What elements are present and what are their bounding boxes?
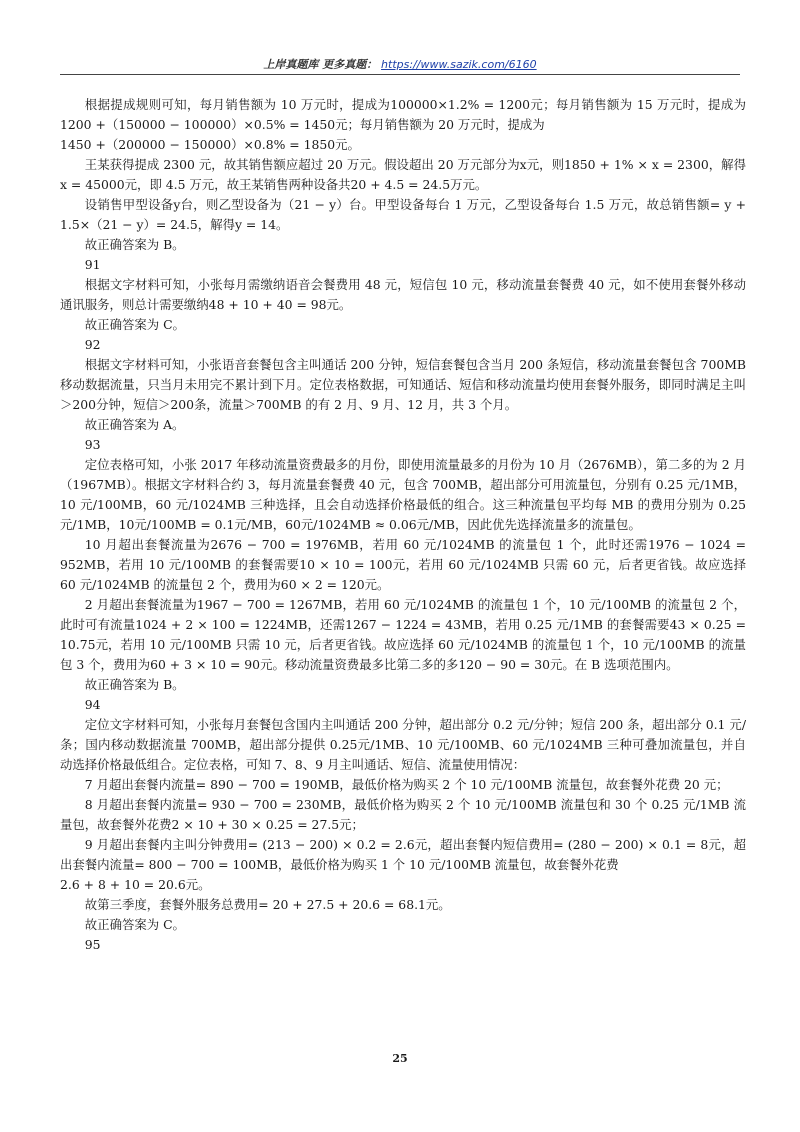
paragraph: 设销售甲型设备y台，则乙型设备为（21 − y）台。甲型设备每台 1 万元，乙型设备每台 1.5 万元，故总销售额= y + 1.5×（21 − y）= 24.5，解得y = 14。 [60, 197, 746, 232]
answer-line: 故正确答案为 C。 [84, 917, 185, 932]
solution-text [60, 95, 746, 955]
paragraph: 根据文字材料可知，小张语音套餐包含主叫通话 200 分钟，短信套餐包含当月 200 条短信，移动流量套餐包含 700MB 移动数据流量，只当月未用完不累计到下月。定位表格数据，可知通话、短信和移动流量均使用套餐外服务，即同时满足主叫＞200分钟，短信＞200条，流量＞700MB 的有 2 月、9 月、12 月，共 3 个月。 [60, 357, 746, 412]
paragraph: 王某获得提成 2300 元，故其销售额应超过 20 万元。假设超出 20 万元部分为x元，则1850 + 1% × x = 2300，解得x = 45000元，即 4.5 万元，故王某销售两种设备共20 + 4.5 = 24.5万元。 [60, 157, 746, 192]
paragraph: 8 月超出套餐内流量= 930 − 700 = 230MB，最低价格为购买 2 个 10 元/100MB 流量包和 30 个 0.25 元/1MB 流量包，故套餐外花费2 × 10 + 30 × 0.25 = 27.5元； [60, 797, 746, 832]
paragraph: 根据提成规则可知，每月销售额为 10 万元时，提成为100000×1.2% = 1200元；每月销售额为 15 万元时，提成为1200 +（150000 − 100000）×0.5% = 1450元；每月销售额为 20 万元时，提成为 [60, 97, 746, 132]
paragraph: 故第三季度，套餐外服务总费用= 20 + 27.5 + 20.6 = 68.1元。 [84, 897, 451, 912]
question-number: 94 [84, 697, 101, 712]
answer-line: 故正确答案为 C。 [84, 317, 185, 332]
paragraph: 2 月超出套餐流量为1967 − 700 = 1267MB，若用 60 元/1024MB 的流量包 1 个，10 元/100MB 的流量包 2 个，此时可有流量1024 + 2 × 100 = 1224MB，还需1267 − 1224 = 43MB，若用 0.25 元/1MB 的套餐需要43 × 0.25 = 10.75元，若用 10 元/100MB 只需 10 元，后者更省钱。故应选择 60 元/1024MB 的流量包 1 个，10 元/100MB 的流量包 3 个，费用为60 + 3 × 10 = 90元。移动流量资费最多比第二多的多120 − 90 = 30元。在 B 选项范围内。 [60, 597, 746, 672]
answer-line: 故正确答案为 B。 [84, 237, 185, 252]
question-number: 91 [84, 257, 101, 272]
paragraph: 10 月超出套餐流量为2676 − 700 = 1976MB，若用 60 元/1024MB 的流量包 1 个，此时还需1976 − 1024 = 952MB，若用 10 元/100MB 的套餐需要10 × 10 = 100元，若用 60 元/1024MB 只需 60 元，后者更省钱。故应选择 60 元/1024MB 的流量包 2 个，费用为60 × 2 = 120元。 [60, 537, 746, 592]
question-number: 93 [84, 437, 101, 452]
paragraph: 7 月超出套餐内流量= 890 − 700 = 190MB，最低价格为购买 2 个 10 元/100MB 流量包，故套餐外花费 20 元； [84, 777, 729, 792]
header-divider [60, 74, 740, 75]
question-number: 92 [84, 337, 101, 352]
paragraph: 根据文字材料可知，小张每月需缴纳语音会餐费用 48 元，短信包 10 元，移动流量套餐费 40 元，如不使用套餐外移动通讯服务，则总计需要缴纳48 + 10 + 40 = 98元。 [60, 277, 746, 312]
paragraph: 1450 +（200000 − 150000）×0.8% = 1850元。 [60, 137, 360, 152]
page-header [0, 56, 800, 72]
question-number: 95 [84, 937, 101, 952]
paragraph: 2.6 + 8 + 10 = 20.6元。 [60, 877, 211, 892]
page-number: 25 [392, 1052, 408, 1065]
header-url-link[interactable]: https://www.sazik.com/6160 [381, 58, 537, 71]
paragraph: 9 月超出套餐内主叫分钟费用= (213 − 200) × 0.2 = 2.6元，超出套餐内短信费用= (280 − 200) × 0.1 = 8元，超出套餐内流量= 800 − 700 = 100MB，最低价格为购买 1 个 10 元/100MB 流量包，故套餐外花费 [60, 837, 746, 872]
answer-line: 故正确答案为 B。 [84, 677, 185, 692]
answer-line: 故正确答案为 A。 [84, 417, 185, 432]
paragraph: 定位表格可知，小张 2017 年移动流量资费最多的月份，即使用流量最多的月份为 10 月（2676MB），第二多的为 2 月（1967MB）。根据文字材料合约 3，每月流量套餐费 40 元，包含 700MB，超出部分可用流量包，分别有 0.25 元/1MB，10 元/100MB，60 元/1024MB 三种选择，且会自动选择价格最低的组合。这三种流量包平均每 MB 的费用分别为 0.25 元/1MB，10元/100MB = 0.1元/MB，60元/1024MB ≈ 0.06元/MB，因此优先选择流量多的流量包。 [60, 457, 746, 532]
header-source-label: 上岸真题库 更多真题： [263, 58, 378, 71]
paragraph: 定位文字材料可知，小张每月套餐包含国内主叫通话 200 分钟，超出部分 0.2 元/分钟；短信 200 条，超出部分 0.1 元/条；国内移动数据流量 700MB，超出部分提供 0.25元/1MB、10 元/100MB、60 元/1024MB 三种可叠加流量包，并自动选择价格最低组合。定位表格，可知 7、8、9 月主叫通话、短信、流量使用情况： [60, 717, 746, 772]
